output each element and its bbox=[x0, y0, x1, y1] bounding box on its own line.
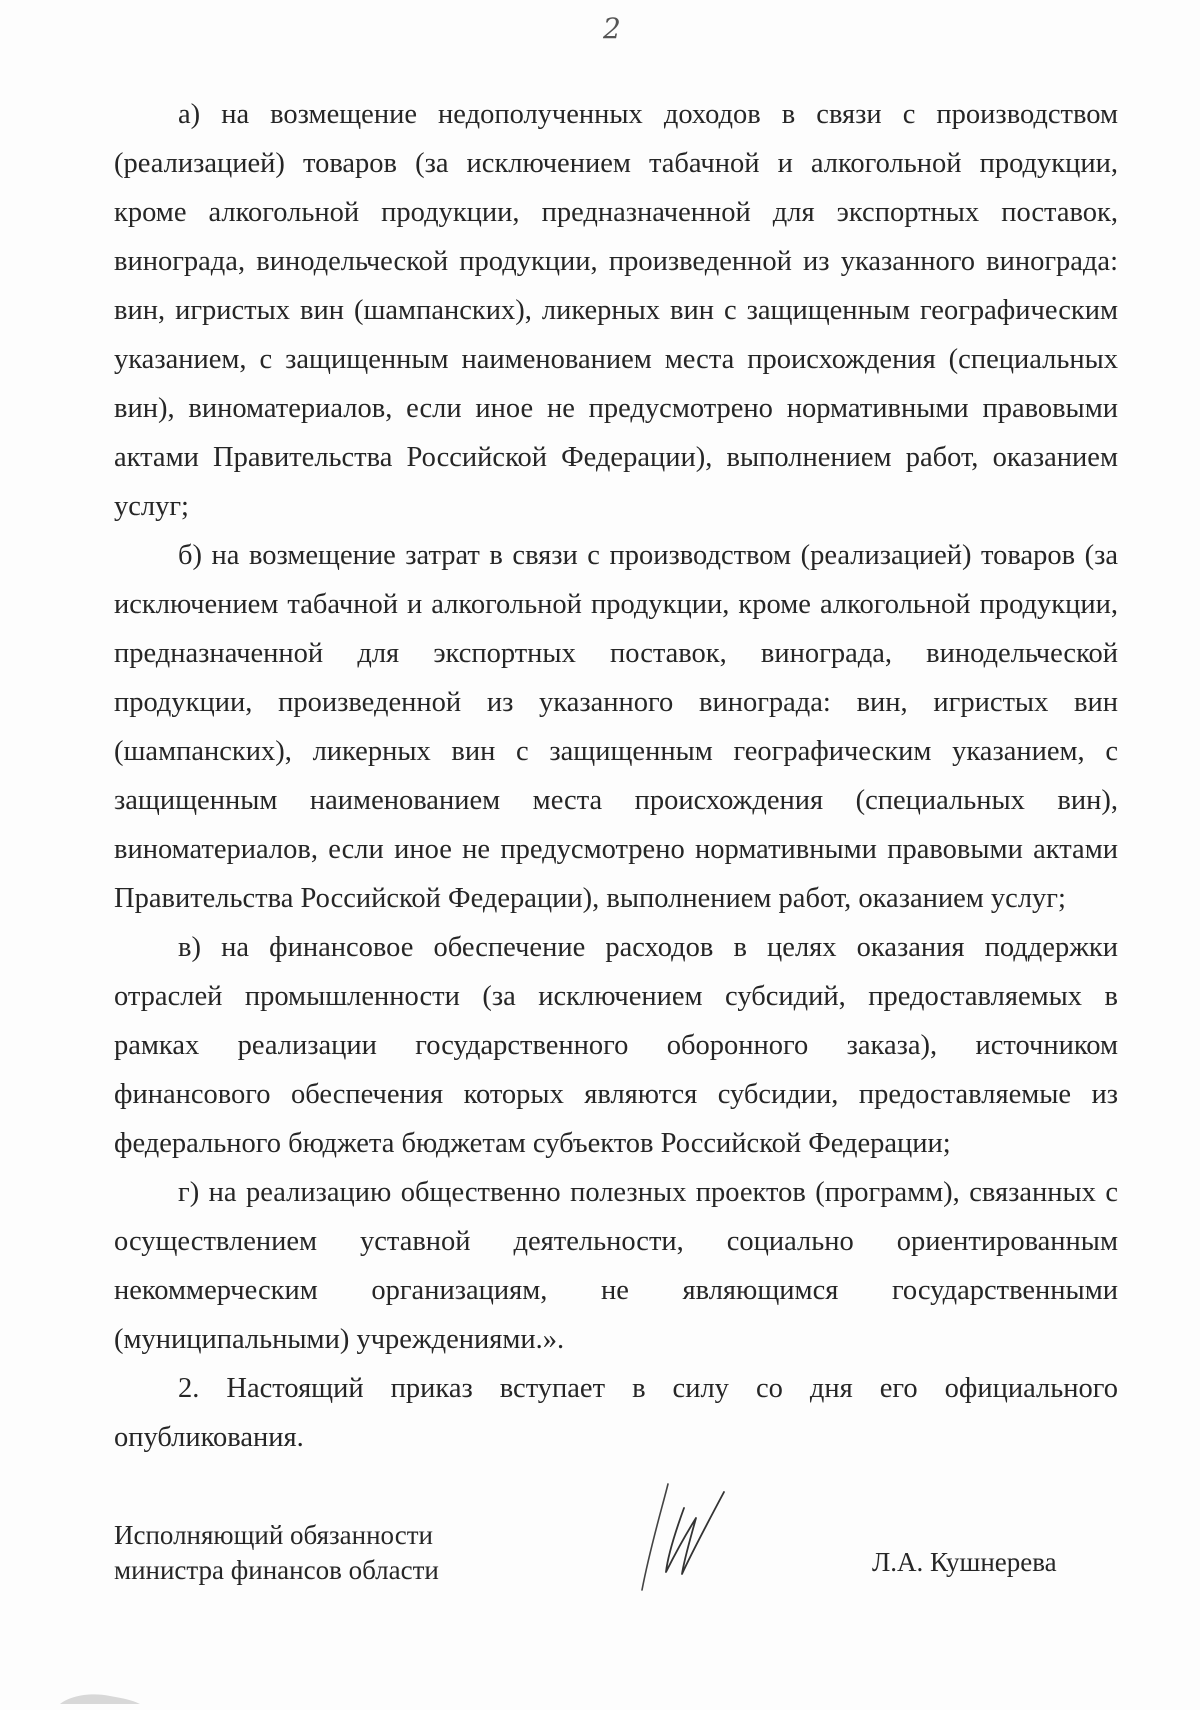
document-body bbox=[114, 90, 1118, 1462]
handwritten-signature bbox=[640, 1478, 740, 1598]
position-line-2: министра финансов области bbox=[114, 1555, 439, 1585]
signatory-position bbox=[114, 1518, 439, 1588]
scan-artifact bbox=[60, 1690, 140, 1706]
paragraph-g: г) на реализацию общественно полезных проектов (программ), связанных с осуществлением уставной деятельности, социально ориентированным некоммерческим организациям, не являющимся государственными (муниципальными) учреждениями.». bbox=[114, 1177, 1118, 1355]
paragraph-a: а) на возмещение недополученных доходов в связи с производством (реализацией) товаров (за исключением табачной и алкогольной продукции, кроме алкогольной продукции, предназначенной для экспортных поставок, винограда, винодельческой продукции, произведенной из указанного винограда: вин, игристых вин (шампанских), ликерных вин с защищенным географическим указанием, с защищенным наименованием места происхождения (специальных вин), виноматериалов, если иное не предусмотрено нормативными правовыми актами Правительства Российской Федерации), выполнением работ, оказанием услуг; bbox=[114, 99, 1118, 522]
position-line-1: Исполняющий обязанности bbox=[114, 1520, 433, 1550]
paragraph-v: в) на финансовое обеспечение расходов в целях оказания поддержки отраслей промышленности (за исключением субсидий, предоставляемых в рамках реализации государственного оборонного заказа), источником финансового обеспечения которых являются субсидии, предоставляемые из федерального бюджета бюджетам субъектов Российской Федерации; bbox=[114, 932, 1118, 1159]
signer-name: Л.А. Кушнерева bbox=[872, 1547, 1057, 1577]
paragraph-effective-date: 2. Настоящий приказ вступает в силу со дня его официального опубликования. bbox=[114, 1373, 1118, 1453]
page-number: 2 bbox=[603, 12, 621, 45]
paragraph-b: б) на возмещение затрат в связи с производством (реализацией) товаров (за исключением табачной и алкогольной продукции, кроме алкогольной продукции, предназначенной для экспортных поставок, винограда, винодельческой продукции, произведенной из указанного винограда: вин, игристых вин (шампанских), ликерных вин с защищенным географическим указанием, с защищенным наименованием места происхождения (специальных вин), виноматериалов, если иное не предусмотрено нормативными правовыми актами Правительства Российской Федерации), выполнением работ, оказанием услуг; bbox=[114, 540, 1118, 914]
